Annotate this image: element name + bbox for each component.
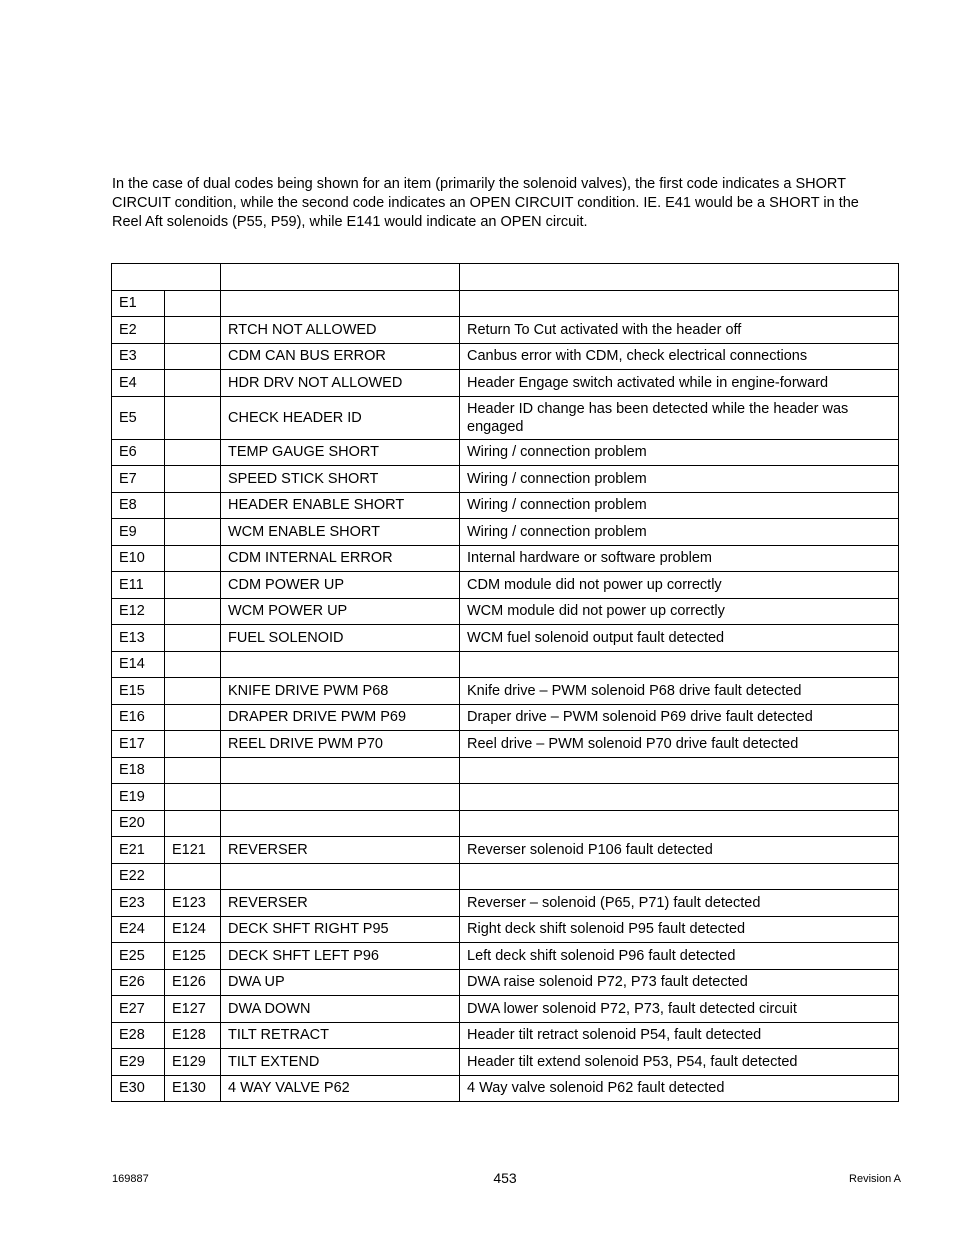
- table-row: [112, 890, 899, 917]
- header-cell-description: [460, 264, 899, 291]
- cell-message: FUEL SOLENOID: [221, 625, 460, 652]
- table-row: [112, 704, 899, 731]
- cell-description: [460, 651, 899, 678]
- cell-message: [221, 784, 460, 811]
- cell-code: E19: [112, 784, 165, 811]
- cell-description: WCM module did not power up correctly: [460, 598, 899, 625]
- error-code-table: [111, 263, 899, 1102]
- cell-open-code: [165, 704, 221, 731]
- table-row: [112, 863, 899, 890]
- cell-code: E29: [112, 1049, 165, 1076]
- cell-open-code: [165, 439, 221, 466]
- table-row: [112, 439, 899, 466]
- cell-description: [460, 290, 899, 317]
- table-row: [112, 1075, 899, 1102]
- cell-open-code: [165, 651, 221, 678]
- table-row: [112, 1049, 899, 1076]
- cell-code: E25: [112, 943, 165, 970]
- cell-open-code: [165, 317, 221, 344]
- cell-description: Wiring / connection problem: [460, 519, 899, 546]
- cell-code: E24: [112, 916, 165, 943]
- cell-description: Draper drive – PWM solenoid P69 drive fault detected: [460, 704, 899, 731]
- cell-open-code: [165, 466, 221, 493]
- table-row: [112, 1022, 899, 1049]
- cell-open-code: [165, 757, 221, 784]
- table-row: [112, 996, 899, 1023]
- cell-message: CDM INTERNAL ERROR: [221, 545, 460, 572]
- cell-code: E15: [112, 678, 165, 705]
- cell-message: [221, 651, 460, 678]
- cell-code: E3: [112, 343, 165, 370]
- table-header-row: [112, 264, 899, 291]
- cell-description: Knife drive – PWM solenoid P68 drive fault detected: [460, 678, 899, 705]
- table-row: [112, 784, 899, 811]
- cell-code: E16: [112, 704, 165, 731]
- cell-code: E10: [112, 545, 165, 572]
- cell-code: E7: [112, 466, 165, 493]
- cell-description: Reverser solenoid P106 fault detected: [460, 837, 899, 864]
- table-row: [112, 969, 899, 996]
- cell-code: E17: [112, 731, 165, 758]
- cell-code: E13: [112, 625, 165, 652]
- cell-open-code: [165, 731, 221, 758]
- cell-open-code: [165, 343, 221, 370]
- cell-description: Reel drive – PWM solenoid P70 drive fault detected: [460, 731, 899, 758]
- cell-code: E21: [112, 837, 165, 864]
- cell-description: Return To Cut activated with the header off: [460, 317, 899, 344]
- cell-description: Wiring / connection problem: [460, 466, 899, 493]
- table-row: [112, 651, 899, 678]
- cell-message: [221, 863, 460, 890]
- table-row: [112, 492, 899, 519]
- cell-open-code: E121: [165, 837, 221, 864]
- cell-message: RTCH NOT ALLOWED: [221, 317, 460, 344]
- intro-paragraph: In the case of dual codes being shown for an item (primarily the solenoid valves), the first code indicates a SHORT CIRCUIT condition, while the second code indicates an OPEN CIRCUIT condition. IE. E41 would be a SHORT in the Reel Aft solenoids (P55, P59), while E141 would indicate an OPEN circuit.: [112, 176, 859, 230]
- cell-message: KNIFE DRIVE PWM P68: [221, 678, 460, 705]
- cell-message: HEADER ENABLE SHORT: [221, 492, 460, 519]
- cell-code: E2: [112, 317, 165, 344]
- cell-code: E26: [112, 969, 165, 996]
- cell-description: Header tilt extend solenoid P53, P54, fault detected: [460, 1049, 899, 1076]
- table-row: [112, 837, 899, 864]
- cell-code: E22: [112, 863, 165, 890]
- cell-message: REVERSER: [221, 837, 460, 864]
- cell-open-code: E129: [165, 1049, 221, 1076]
- cell-open-code: [165, 598, 221, 625]
- cell-code: E5: [112, 396, 165, 439]
- cell-message: [221, 290, 460, 317]
- cell-open-code: [165, 784, 221, 811]
- cell-description: Header tilt retract solenoid P54, fault detected: [460, 1022, 899, 1049]
- table-row: [112, 757, 899, 784]
- table-row: [112, 731, 899, 758]
- cell-open-code: [165, 396, 221, 439]
- cell-open-code: [165, 572, 221, 599]
- cell-description: Wiring / connection problem: [460, 492, 899, 519]
- cell-code: E20: [112, 810, 165, 837]
- table-row: [112, 370, 899, 397]
- cell-message: DRAPER DRIVE PWM P69: [221, 704, 460, 731]
- cell-code: E23: [112, 890, 165, 917]
- cell-code: E12: [112, 598, 165, 625]
- cell-message: TILT RETRACT: [221, 1022, 460, 1049]
- cell-code: E4: [112, 370, 165, 397]
- cell-description: [460, 784, 899, 811]
- cell-message: CDM CAN BUS ERROR: [221, 343, 460, 370]
- cell-description: DWA lower solenoid P72, P73, fault detected circuit: [460, 996, 899, 1023]
- cell-code: E1: [112, 290, 165, 317]
- cell-message: CDM POWER UP: [221, 572, 460, 599]
- cell-description: Internal hardware or software problem: [460, 545, 899, 572]
- cell-open-code: [165, 370, 221, 397]
- table-row: [112, 519, 899, 546]
- cell-message: DECK SHFT RIGHT P95: [221, 916, 460, 943]
- cell-message: 4 WAY VALVE P62: [221, 1075, 460, 1102]
- cell-description: [460, 863, 899, 890]
- cell-code: E11: [112, 572, 165, 599]
- cell-description: Reverser – solenoid (P65, P71) fault detected: [460, 890, 899, 917]
- cell-open-code: E125: [165, 943, 221, 970]
- cell-open-code: [165, 678, 221, 705]
- cell-message: DWA DOWN: [221, 996, 460, 1023]
- cell-open-code: E123: [165, 890, 221, 917]
- cell-description: Header ID change has been detected while the header was engaged: [460, 396, 899, 439]
- cell-message: [221, 810, 460, 837]
- table-row: [112, 572, 899, 599]
- cell-message: HDR DRV NOT ALLOWED: [221, 370, 460, 397]
- cell-open-code: E130: [165, 1075, 221, 1102]
- cell-message: WCM POWER UP: [221, 598, 460, 625]
- cell-open-code: [165, 810, 221, 837]
- cell-open-code: [165, 863, 221, 890]
- cell-description: Right deck shift solenoid P95 fault detected: [460, 916, 899, 943]
- table-row: [112, 943, 899, 970]
- cell-message: WCM ENABLE SHORT: [221, 519, 460, 546]
- cell-open-code: [165, 492, 221, 519]
- header-cell-code: [112, 264, 221, 291]
- cell-description: WCM fuel solenoid output fault detected: [460, 625, 899, 652]
- cell-code: E8: [112, 492, 165, 519]
- cell-open-code: E128: [165, 1022, 221, 1049]
- cell-code: E28: [112, 1022, 165, 1049]
- cell-code: E14: [112, 651, 165, 678]
- cell-message: DECK SHFT LEFT P96: [221, 943, 460, 970]
- cell-open-code: [165, 545, 221, 572]
- table-row: [112, 545, 899, 572]
- cell-open-code: [165, 519, 221, 546]
- cell-message: REVERSER: [221, 890, 460, 917]
- cell-code: E27: [112, 996, 165, 1023]
- cell-description: [460, 810, 899, 837]
- cell-description: Left deck shift solenoid P96 fault detected: [460, 943, 899, 970]
- footer-doc-number: 169887: [112, 1173, 149, 1185]
- table-row: [112, 678, 899, 705]
- table-row: [112, 290, 899, 317]
- cell-description: DWA raise solenoid P72, P73 fault detected: [460, 969, 899, 996]
- cell-open-code: E124: [165, 916, 221, 943]
- cell-message: REEL DRIVE PWM P70: [221, 731, 460, 758]
- cell-description: 4 Way valve solenoid P62 fault detected: [460, 1075, 899, 1102]
- cell-description: Wiring / connection problem: [460, 439, 899, 466]
- cell-message: SPEED STICK SHORT: [221, 466, 460, 493]
- table-row: [112, 396, 899, 439]
- cell-description: Canbus error with CDM, check electrical connections: [460, 343, 899, 370]
- table-row: [112, 317, 899, 344]
- cell-description: Header Engage switch activated while in engine-forward: [460, 370, 899, 397]
- cell-open-code: [165, 290, 221, 317]
- cell-message: TEMP GAUGE SHORT: [221, 439, 460, 466]
- table-row: [112, 916, 899, 943]
- table-row: [112, 625, 899, 652]
- cell-code: E6: [112, 439, 165, 466]
- cell-message: CHECK HEADER ID: [221, 396, 460, 439]
- cell-message: DWA UP: [221, 969, 460, 996]
- cell-open-code: E127: [165, 996, 221, 1023]
- table-row: [112, 810, 899, 837]
- cell-code: E18: [112, 757, 165, 784]
- cell-message: [221, 757, 460, 784]
- header-cell-message: [221, 264, 460, 291]
- cell-description: [460, 757, 899, 784]
- table-row: [112, 598, 899, 625]
- footer-revision: Revision A: [849, 1173, 901, 1185]
- cell-code: E30: [112, 1075, 165, 1102]
- cell-code: E9: [112, 519, 165, 546]
- table-row: [112, 466, 899, 493]
- cell-description: CDM module did not power up correctly: [460, 572, 899, 599]
- cell-message: TILT EXTEND: [221, 1049, 460, 1076]
- cell-open-code: [165, 625, 221, 652]
- cell-open-code: E126: [165, 969, 221, 996]
- footer-page-number: 453: [493, 1170, 517, 1186]
- table-row: [112, 343, 899, 370]
